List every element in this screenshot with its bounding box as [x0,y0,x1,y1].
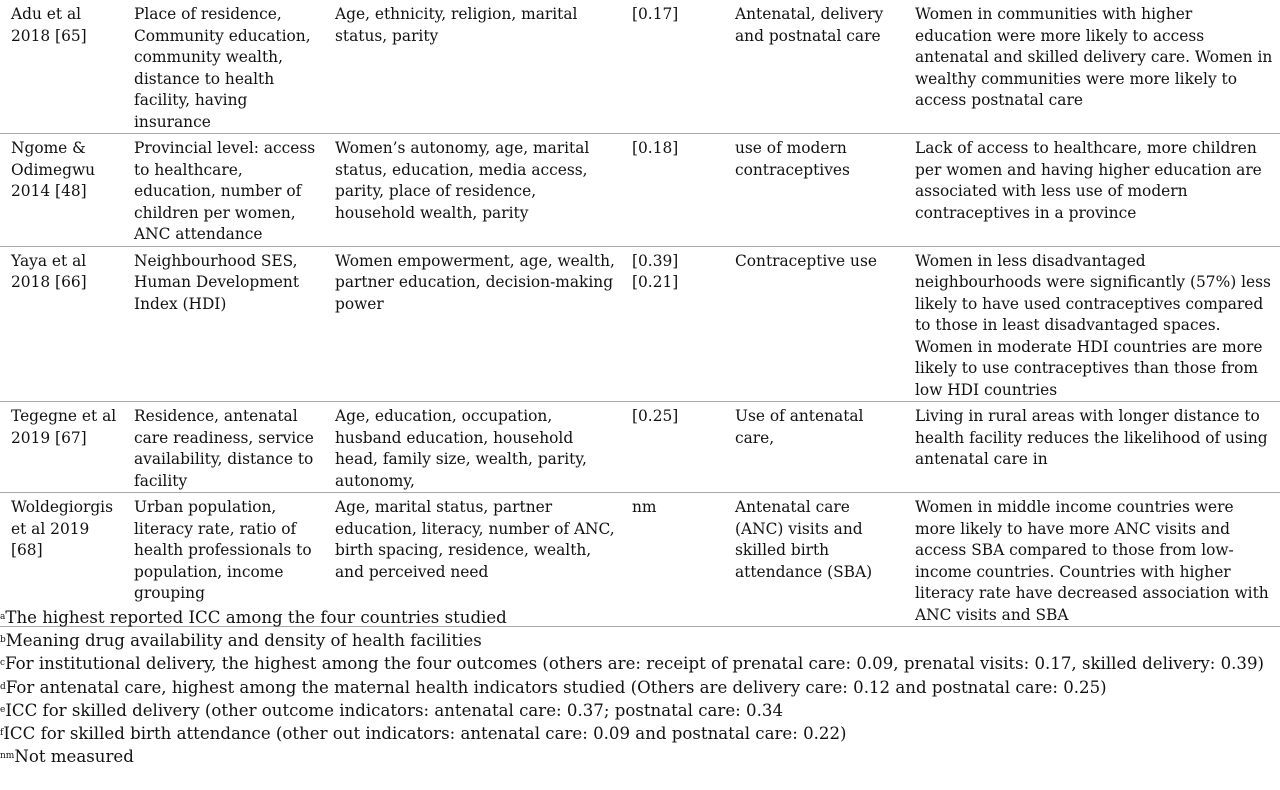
findings-cell: Living in rural areas with longer distance to health facility reduces the likelihood of using antenatal care in [904,402,1280,493]
findings-cell: Women in middle income countries were more likely to have more ANC visits and access SBA compared to those from low-income countries. Countries with higher literacy rate have decreased association with ANC visits and SBA [904,493,1280,627]
study-cell: Woldegiorgis et al 2019 [68] [0,493,123,627]
footnote-text: Not measured [14,747,134,767]
table-row [0,246,1280,402]
outcome-cell: use of modern contraceptives [724,134,904,247]
icc-cell: nm [621,493,724,627]
footnote-text: The highest reported ICC among the four countries studied [5,608,507,627]
study-cell: Ngome & Odimegwu 2014 [48] [0,134,123,247]
findings-cell: Women in communities with higher education were more likely to access antenatal and skilled delivery care. Women in wealthy communities were more likely to access postnatal care [904,0,1280,134]
community-factors-cell: Neighbourhood SES, Human Development Index (HDI) [123,246,324,402]
footnote [0,676,1280,699]
footnote-mark: b [0,635,6,646]
table-row [0,402,1280,493]
findings-cell: Women in less disadvantaged neighbourhoods were significantly (57%) less likely to have used contraceptives compared to those in least disadvantaged spaces. Women in moderate HDI countries are more likely to use contraceptives than those from low HDI countries [904,246,1280,402]
footnote-mark: e [0,704,6,715]
footnote-text: For institutional delivery, the highest among the four outcomes (others are: receipt of prenatal care: 0.09, prenatal visits: 0.17, skilled delivery: 0.39) [5,654,1265,674]
footnote-mark: a [0,612,6,622]
outcome-cell: Antenatal care (ANC) visits and skilled birth attendance (SBA) [724,493,904,627]
study-cell: Tegegne et al 2019 [67] [0,402,123,493]
study-cell: Adu et al 2018 [65] [0,0,123,134]
footnote-mark: f [0,728,4,739]
icc-cell: [0.17] [621,0,724,134]
icc-cell: [0.39] [0.21] [621,246,724,402]
footnote-mark: d [0,681,6,692]
footnote-text: Meaning drug availability and density of health facilities [5,631,482,651]
individual-factors-cell: Women’s autonomy, age, marital status, education, media access, parity, place of residence, household wealth, parity [324,134,621,247]
footnote [0,745,1280,768]
outcome-cell: Antenatal, delivery and postnatal care [724,0,904,134]
footnote [0,652,1280,675]
findings-cell: Lack of access to healthcare, more children per women and having higher education are associated with less use of modern contraceptives in a province [904,134,1280,247]
table-row [0,0,1280,134]
footnote [0,699,1280,722]
footnote-text: ICC for skilled delivery (other outcome indicators: antenatal care: 0.37; postnatal care: 0.34 [5,700,783,720]
icc-cell: [0.18] [621,134,724,247]
community-factors-cell: Provincial level: access to healthcare, education, number of children per women, ANC attendance [123,134,324,247]
individual-factors-cell: Age, marital status, partner education, literacy, number of ANC, birth spacing, residence, wealth, and perceived need [324,493,621,627]
community-factors-cell: Residence, antenatal care readiness, service availability, distance to facility [123,402,324,493]
footnote [0,722,1280,745]
outcome-cell: Use of antenatal care, [724,402,904,493]
community-factors-cell: Urban population, literacy rate, ratio of health professionals to population, income grouping [123,493,324,627]
table-footnotes [0,606,1280,768]
footnote-text: ICC for skilled birth attendance (other out indicators: antenatal care: 0.09 and postnatal care: 0.22) [3,724,847,744]
study-cell: Yaya et al 2018 [66] [0,246,123,402]
icc-cell: [0.25] [621,402,724,493]
footnote [0,629,1280,652]
outcome-cell: Contraceptive use [724,246,904,402]
footnote-text: For antenatal care, highest among the maternal health indicators studied (Others are delivery care: 0.12 and postnatal care: 0.25) [5,677,1107,697]
community-factors-cell: Place of residence, Community education, community wealth, distance to health facility, having insurance [123,0,324,134]
footnote [0,606,1280,629]
footnote-mark: nm [0,751,15,762]
individual-factors-cell: Women empowerment, age, wealth, partner education, decision-making power [324,246,621,402]
individual-factors-cell: Age, education, occupation, husband education, household head, family size, wealth, parity, autonomy, [324,402,621,493]
footnote-mark: c [0,658,6,669]
individual-factors-cell: Age, ethnicity, religion, marital status, parity [324,0,621,134]
table-row [0,134,1280,247]
